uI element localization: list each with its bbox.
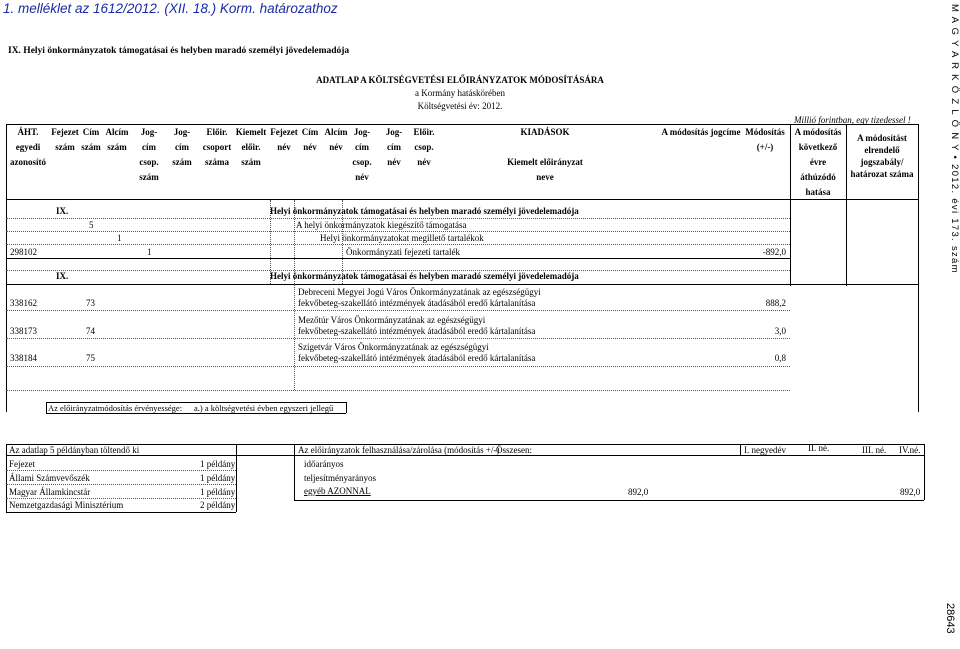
journal-label: M A G Y A R K Ö Z L Ö N Y • 2012. évi 173. szám — [949, 4, 960, 274]
b2-chapter-name: Helyi önkormányzatok támogatásai és helyben maradó személyi jövedelemadója — [270, 271, 579, 281]
b1-cim-name: A helyi önkormányzatok kiegészítő támogatása — [296, 220, 467, 230]
quarter-1: I. negyedév — [744, 445, 786, 455]
header-jogcim-csop-nev: Jog- cím csop. név — [352, 127, 372, 182]
b2-row-line2: fekvőbeteg-szakellátó intézmények átadásából eredő kártalanítása — [298, 353, 536, 363]
page-number: 28643 — [944, 603, 956, 634]
distribution-label: Az adatlap 5 példányban töltendő ki — [9, 445, 140, 455]
recipient-count: 1 példány — [200, 473, 236, 483]
form-subtitle: a Kormány hatáskörében — [415, 88, 505, 98]
b2-row-value: 0,8 — [774, 353, 786, 363]
b2-row-alcim: 74 — [86, 326, 95, 336]
page-number-box — [944, 603, 958, 643]
b2-row-id: 338162 — [10, 298, 37, 308]
header-aht: ÁHT. egyedi azonosító — [10, 127, 46, 167]
header-fejezet-szam: Fejezet szám — [51, 127, 79, 152]
b2-row-value: 888,2 — [765, 298, 786, 308]
usage-row-other: egyéb AZONNAL — [304, 486, 371, 496]
quarter-2: II. né. — [808, 443, 830, 453]
usage-row-performance: teljesítményarányos — [304, 473, 376, 483]
header-kiadasok: KIADÁSOK Kiemelt előirányzat neve — [507, 127, 583, 182]
usage-row-timebased: időarányos — [304, 459, 344, 469]
quarter-4: IV.né. — [899, 445, 921, 455]
header-alcim-nev: Alcím név — [324, 127, 348, 152]
usage-total-value: 892,0 — [628, 487, 649, 497]
header-kovetkezo-evre: A módosítás következő évre áthúzódó hatása — [794, 127, 842, 197]
b2-row-id: 338173 — [10, 326, 37, 336]
header-elrendelo: A módosítást elrendelő jogszabály/ határozat száma — [850, 133, 914, 179]
b1-cim-num: 5 — [89, 220, 94, 230]
b2-chapter-num: IX. — [56, 271, 69, 281]
b2-row-line1: Szigetvár Város Önkormányzatának az egészségügyi — [298, 342, 489, 352]
header-eloir-csop-nev: Előir. csop. név — [413, 127, 435, 167]
b1-alcim-num: 1 — [117, 233, 122, 243]
b2-row-alcim: 75 — [86, 353, 95, 363]
usage-total-label: Összesen: — [496, 445, 532, 455]
b2-row-line1: Mezőtúr Város Önkormányzatának az egészségügyi — [298, 315, 486, 325]
b2-row-line2: fekvőbeteg-szakellátó intézmények átadásából eredő kártalanítása — [298, 326, 536, 336]
form-title: ADATLAP A KÖLTSÉGVETÉSI ELŐIRÁNYZATOK MÓDOSÍTÁSÁRA — [316, 75, 604, 85]
b1-row-value: -892,0 — [762, 247, 786, 257]
section-title: IX. Helyi önkormányzatok támogatásai és helyben maradó személyi jövedelemadója — [8, 46, 350, 56]
header-cim-nev: Cím név — [301, 127, 319, 152]
header-modositas-jogcime: A módosítás jogcíme — [661, 127, 741, 137]
unit-note: Millió forintban, egy tizedessel ! — [794, 115, 911, 125]
header-cim-szam: Cím szám — [81, 127, 101, 152]
validity-value: a.) a költségvetési évben egyszeri jellegű — [194, 403, 334, 413]
b2-row-alcim: 73 — [86, 298, 95, 308]
journal-sidebar — [942, 4, 960, 274]
header-modositas: Módosítás (+/-) — [745, 127, 785, 152]
header-fejezet-nev: Fejezet név — [270, 127, 298, 152]
header-jogcim-nev: Jog- cím név — [385, 127, 403, 167]
header-kiemelt-eloir-szam: Kiemelt előir. szám — [235, 127, 267, 167]
b1-chapter-num: IX. — [56, 206, 69, 216]
validity-label: Az előirányzatmódosítás érvényessége: — [48, 403, 183, 413]
recipient-name: Fejezet — [9, 459, 35, 469]
recipient-name: Állami Számvevőszék — [9, 473, 90, 483]
b2-row-value: 3,0 — [774, 326, 786, 336]
b1-row-jogcim: 1 — [147, 247, 152, 257]
header-alcim-szam: Alcím szám — [105, 127, 129, 152]
recipient-count: 1 példány — [200, 459, 236, 469]
header-jogcim-csop-szam: Jog- cím csop. szám — [139, 127, 159, 182]
header-eloir-csop-szama: Előir. csoport száma — [202, 127, 232, 167]
header-jogcim-szam: Jog- cím szám — [172, 127, 192, 167]
recipient-count: 2 példány — [200, 500, 236, 510]
b1-alcim-name: Helyi önkormányzatokat megillető tartalékok — [320, 233, 484, 243]
quarter-3: III. né. — [862, 445, 887, 455]
b1-row-name: Önkormányzati fejezeti tartalék — [346, 247, 460, 257]
recipient-name: Nemzetgazdasági Minisztérium — [9, 500, 124, 510]
recipient-count: 1 példány — [200, 487, 236, 497]
usage-label: Az előirányzatok felhasználása/zárolása (módosítás +/-) — [298, 445, 500, 455]
usage-q1-value: 892,0 — [900, 487, 921, 497]
b2-row-line1: Debreceni Megyei Jogú Város Önkormányzatának az egészségügyi — [298, 287, 541, 297]
b2-row-line2: fekvőbeteg-szakellátó intézmények átadásából eredő kártalanítása — [298, 298, 536, 308]
b2-row-id: 338184 — [10, 353, 37, 363]
b1-row-id: 298102 — [10, 247, 37, 257]
annex-title: 1. melléklet az 1612/2012. (XII. 18.) Korm. határozathoz — [3, 1, 338, 16]
b1-chapter-name: Helyi önkormányzatok támogatásai és helyben maradó személyi jövedelemadója — [270, 206, 579, 216]
budget-year: Költségvetési év: 2012. — [417, 101, 503, 111]
recipient-name: Magyar Államkincstár — [9, 487, 91, 497]
